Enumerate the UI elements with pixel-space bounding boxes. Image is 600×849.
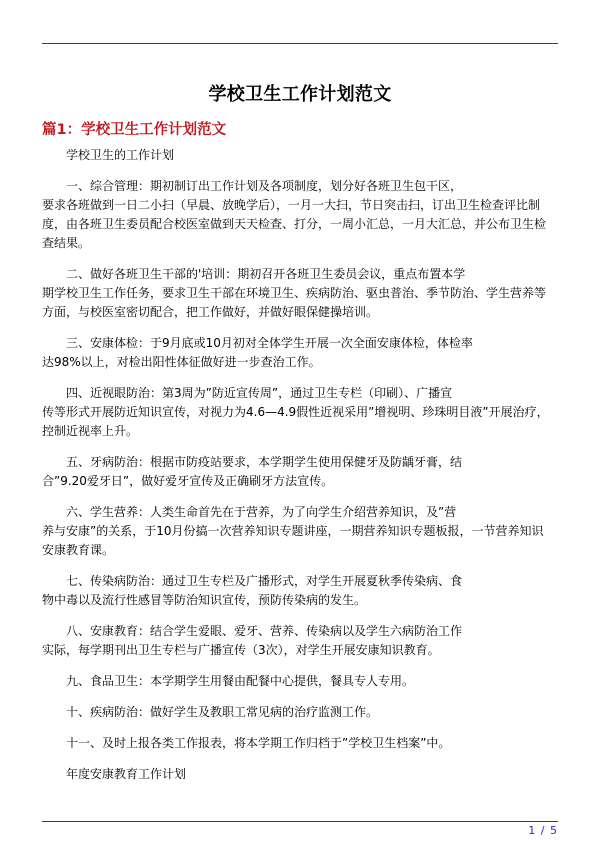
paragraph	[42, 146, 558, 165]
paragraph-line: 期学校卫生工作任务，要求卫生干部在环境卫生、疾病防治、驱虫普治、季节防治、学生营养等	[42, 286, 547, 300]
paragraph-line: 八、安康教育：结合学生爱眼、爱牙、营养、传染病以及学生六病防治工作	[66, 624, 463, 638]
paragraph-line: 十、疾病防治：做好学生及教职工常见病的治疗监测工作。	[66, 705, 379, 719]
document-title: 学校卫生工作计划范文	[208, 84, 392, 105]
paragraph	[42, 572, 558, 610]
paragraph-line: 五、牙病防治：根据市防疫站要求，本学期学生使用保健牙及防龋牙膏，结	[66, 455, 463, 469]
paragraph-line: 合”9.20爱牙日”，做好爱牙宣传及正确刷牙方法宣传。	[42, 474, 334, 488]
paragraph	[42, 334, 558, 372]
paragraph-line: 物中毒以及流行性感冒等防治知识宣传，预防传染病的发生。	[42, 593, 367, 607]
paragraph-line: 控制近视率上升。	[42, 424, 139, 438]
paragraph-line: 安康教育课。	[42, 543, 115, 557]
paragraph	[42, 622, 558, 660]
page-indicator: 1 / 5	[528, 824, 558, 837]
paragraph-line: 要求各班做到一日二小扫（早晨、放晚学后），一月一大扫，节日突击扫，订出卫生检查评比制	[42, 198, 541, 212]
paragraph-line: 传等形式开展防近知识宣传，对视力为4.6—4.9假性近视采用”增视明、珍珠明目液”开展治疗，	[42, 405, 549, 419]
document-body	[42, 146, 558, 796]
paragraph	[42, 703, 558, 722]
paragraph-line: 十一、及时上报各类工作报表，将本学期工作归档于”学校卫生档案”中。	[66, 736, 451, 750]
paragraph	[42, 672, 558, 691]
paragraph-line: 实际，每学期刊出卫生专栏与广播宣传（3次），对学生开展安康知识教育。	[42, 643, 440, 657]
paragraph-line: 查结果。	[42, 236, 91, 250]
paragraph	[42, 734, 558, 753]
paragraph-line: 一、综合管理：期初制订出工作计划及各项制度，划分好各班卫生包干区，	[66, 179, 463, 193]
paragraph	[42, 265, 558, 322]
paragraph-line: 度，由各班卫生委员配合校医室做到天天检查、打分，一周小汇总，一月大汇总，并公布卫生检	[42, 217, 547, 231]
paragraph	[42, 384, 558, 441]
paragraph-line: 四、近视眼防治：第3周为”防近宣传周”，通过卫生专栏（印刷）、广播宣	[66, 386, 453, 400]
paragraph-line: 七、传染病防治：通过卫生专栏及广播形式，对学生开展夏秋季传染病、食	[66, 574, 463, 588]
paragraph-line: 学校卫生的工作计划	[66, 148, 175, 162]
paragraph-line: 三、安康体检：于9月底或10月初对全体学生开展一次全面安康体检，体检率	[66, 336, 473, 350]
paragraph	[42, 177, 558, 253]
paragraph	[42, 453, 558, 491]
paragraph-line: 养与安康”的关系，于10月份搞一次营养知识专题讲座，一期营养知识专题板报，一节营养知识	[42, 524, 544, 538]
paragraph-line: 六、学生营养：人类生命首先在于营养，为了向学生介绍营养知识，及”营	[66, 505, 457, 519]
footer-rule	[42, 821, 558, 822]
paragraph-line: 方面，与校医室密切配合，把工作做好，并做好眼保健操培训。	[42, 305, 379, 319]
section-heading: 篇1：学校卫生工作计划范文	[42, 122, 227, 138]
paragraph	[42, 765, 558, 784]
paragraph-line: 年度安康教育工作计划	[66, 767, 187, 781]
paragraph-line: 达98%以上，对检出阳性体征做好进一步查治工作。	[42, 355, 321, 369]
paragraph-line: 九、食品卫生：本学期学生用餐由配餐中心提供，餐具专人专用。	[66, 674, 415, 688]
paragraph-line: 二、做好各班卫生干部的'培训：期初召开各班卫生委员会议，重点布置本学	[66, 267, 466, 281]
header-rule	[42, 43, 558, 44]
paragraph	[42, 503, 558, 560]
